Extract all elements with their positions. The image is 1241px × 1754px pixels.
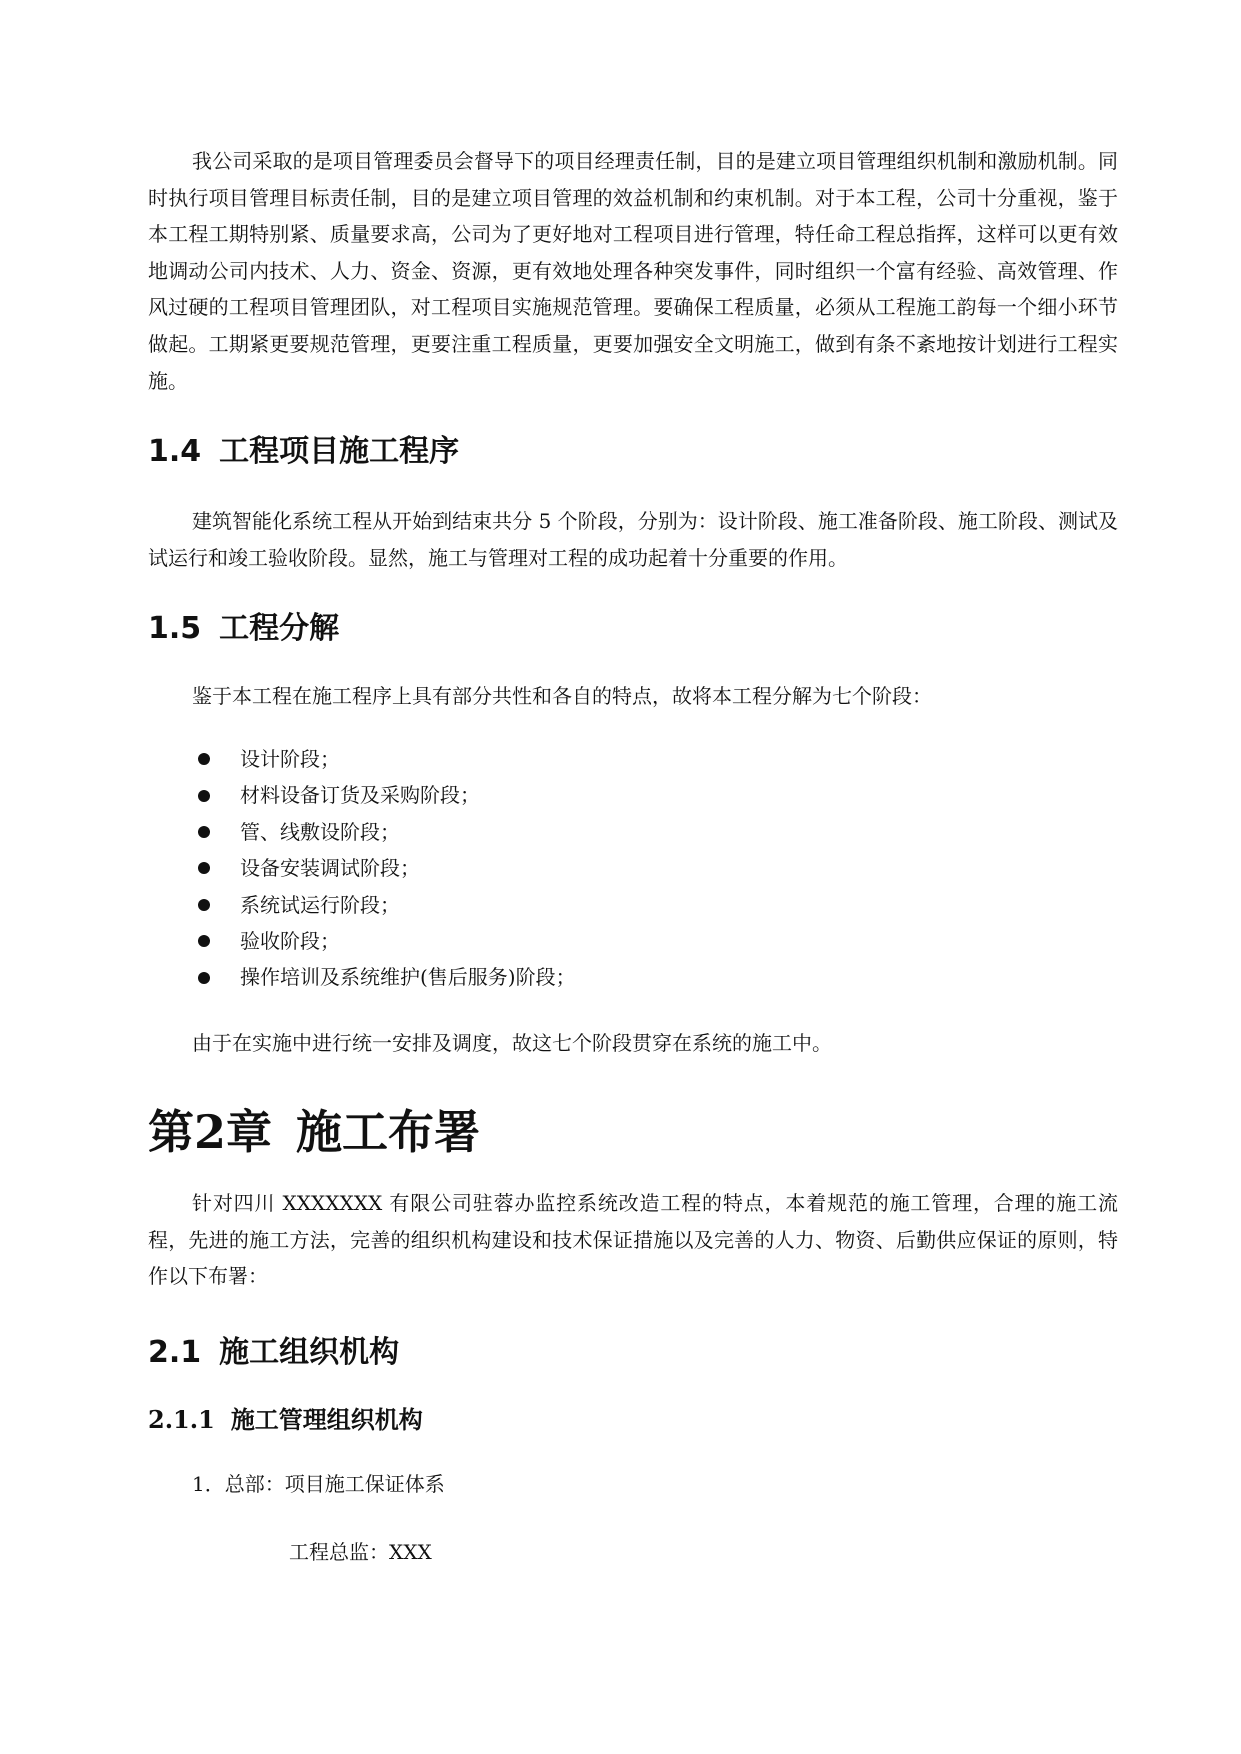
section-1-5-intro: 鉴于本工程在施工程序上具有部分共性和各自的特点，故将本工程分解为七个阶段： [192,684,932,708]
section-title: 工程分解 [219,611,340,646]
list-item [198,777,576,813]
section-heading-2-1 [148,1333,399,1373]
bullet-icon [198,862,210,874]
bullet-icon [198,753,210,765]
section-title: 工程项目施工程序 [219,434,460,469]
section-number: 1.4 [148,434,202,469]
list-item-text: 材料设备订货及采购阶段； [240,783,480,808]
section-number: 2.1 [148,1335,202,1370]
section-heading-1-4 [148,432,459,472]
bullet-icon [198,790,210,802]
section-title: 施工组织机构 [219,1335,400,1370]
intro-paragraph: 我公司采取的是项目管理委员会督导下的项目经理责任制，目的是建立项目管理组织机制和激励机制。同时执行项目管理目标责任制，目的是建立项目管理的效益机制和约束机制。对于本工程，公司十分重视，鉴于本工程工期特别紧、质量要求高，公司为了更好地对工程项目进行管理，特任命工程总指挥，这样可以更有效地调动公司内技术、人力、资金、资源，更有效地处理各种突发事件，同时组织一个富有经验、高效管理、作风过硬的工程项目管理团队，对工程项目实施规范管理。要确保工程质量，必须从工程施工韵每一个细小环节做起。工期紧更要规范管理，更要注重工程质量，更要加强安全文明施工，做到有条不紊地按计划进行工程实施。 [148,149,1118,393]
list-item-text: 操作培训及系统维护(售后服务)阶段； [240,965,576,990]
org-item-headquarters: 1．总部：项目施工保证体系 [192,1472,445,1496]
section-heading-1-5 [148,609,339,649]
section-number: 1.5 [148,611,202,646]
bullet-icon [198,935,210,947]
bullet-icon [198,826,210,838]
list-item [198,850,576,886]
section-1-4-paragraph: 建筑智能化系统工程从开始到结束共分 5 个阶段，分别为：设计阶段、施工准备阶段、施工阶段、测试及试运行和竣工验收阶段。显然，施工与管理对工程的成功起着十分重要的作用。 [148,509,1118,570]
list-item [198,887,576,923]
section-title: 施工管理组织机构 [230,1405,423,1434]
chapter-2-paragraph: 针对四川 XXXXXXX 有限公司驻蓉办监控系统改造工程的特点，本着规范的施工管理，合理的施工流程，先进的施工方法，完善的组织机构建设和技术保证措施以及完善的人力、物资、后勤供应保证的原则，特作以下布署： [148,1191,1118,1289]
list-item-text: 设备安装调试阶段； [240,856,420,881]
section-1-5-closing: 由于在实施中进行统一安排及调度，故这七个阶段贯穿在系统的施工中。 [192,1031,832,1055]
list-item [198,959,576,995]
list-item [198,923,576,959]
section-heading-2-1-1 [148,1403,423,1437]
list-item-text: 管、线敷设阶段； [240,819,400,844]
bullet-icon [198,972,210,984]
list-item [198,741,576,777]
list-item-text: 设计阶段； [240,747,340,771]
chapter-heading-2 [148,1104,480,1160]
org-item-chief-engineer: 工程总监：XXX [289,1540,432,1564]
list-item [198,814,576,850]
chapter-title: 施工布署 [296,1105,481,1159]
chapter-number: 第2章 [148,1105,273,1159]
bullet-icon [198,899,210,911]
stage-list [198,741,576,996]
list-item-text: 验收阶段； [240,928,340,953]
list-item-text: 系统试运行阶段； [240,892,400,917]
section-number: 2.1.1 [148,1405,215,1434]
